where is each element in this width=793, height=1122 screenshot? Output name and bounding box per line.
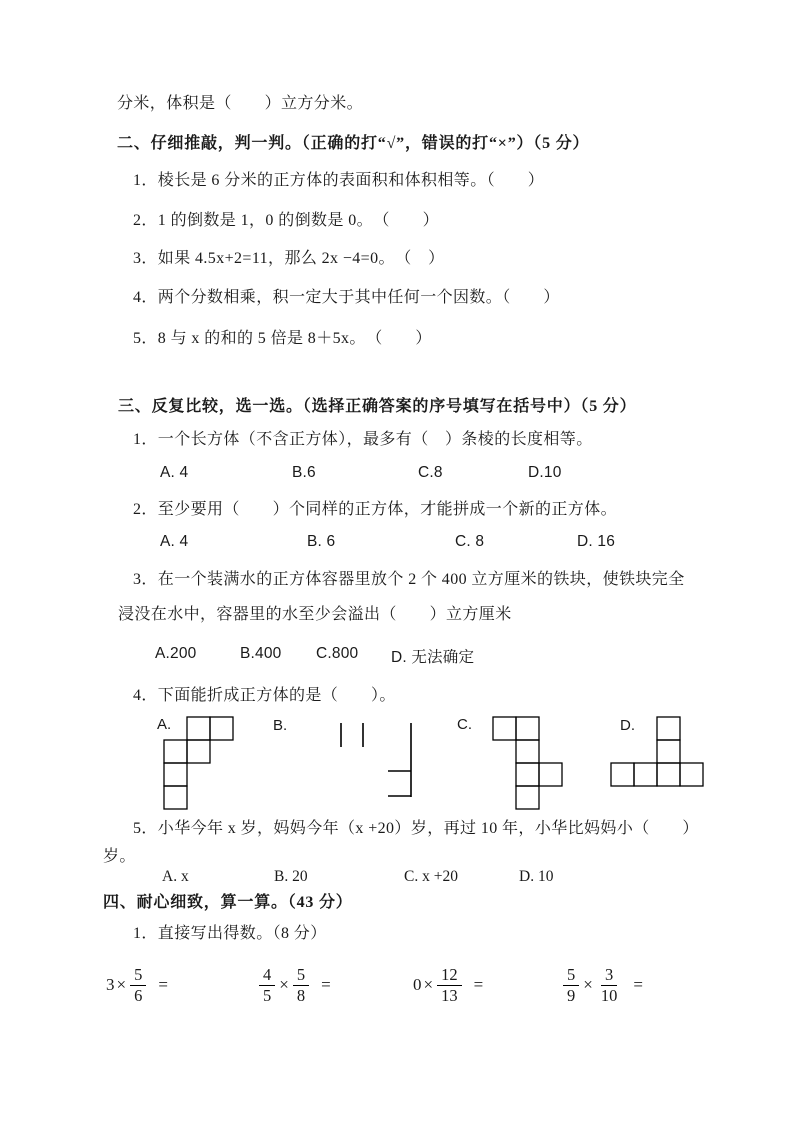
q2-option-b: B. 6 xyxy=(307,533,336,550)
q5-option-d: D. 10 xyxy=(519,868,554,885)
q5-option-b: B. 20 xyxy=(274,868,308,885)
section3-heading: 三、反复比较，选一选。（选择正确答案的序号填写在括号中）（5 分） xyxy=(118,398,637,415)
choice-q5-text-line2: 岁。 xyxy=(103,848,136,865)
calc-sub1-text: 1．直接写出得数。（8 分） xyxy=(133,925,327,942)
q5-option-a: A. x xyxy=(162,868,189,885)
intro-line: 分米，体积是（ ）立方分米。 xyxy=(117,95,364,112)
judge-item-1: 1．棱长是 6 分米的正方体的表面积和体积相等。（ ） xyxy=(133,172,545,189)
expr2-equals-sign: = xyxy=(321,975,331,994)
expr4-equals-sign: = xyxy=(633,975,643,994)
expr3-equals-sign: = xyxy=(473,975,484,994)
judge-item-3: 3．如果 4.5x+2=11，那么 2x −4=0。 （ ） xyxy=(133,250,445,267)
judge-item-2: 2．1 的倒数是 1，0 的倒数是 0。 （ ） xyxy=(133,212,440,229)
expr3-lead: 0 xyxy=(413,975,422,994)
net-label-c: C. xyxy=(457,716,472,733)
choice-q5-options xyxy=(0,868,793,890)
expr4-denominator-2: 10 xyxy=(600,985,618,1005)
choice-q3-text-line1: 3．在一个装满水的正方体容器里放个 2 个 400 立方厘米的铁块，使铁块完全 xyxy=(133,571,685,588)
expr2-numerator-1: 4 xyxy=(259,966,275,986)
q1-option-a: A. 4 xyxy=(160,464,189,481)
judge-item-5: 5．8 与 x 的和的 5 倍是 8＋5x。 （ ） xyxy=(133,330,432,347)
q3-option-d: D. 无法确定 xyxy=(391,649,475,666)
q1-option-c: C.8 xyxy=(418,464,443,481)
q3-option-b: B.400 xyxy=(240,645,282,662)
expr4-numerator-1: 5 xyxy=(563,966,579,986)
q1-option-b: B.6 xyxy=(292,464,316,481)
q3-option-a: A.200 xyxy=(155,645,197,662)
section2-heading: 二、仔细推敲，判一判。（正确的打“√”，错误的打“×”）（5 分） xyxy=(117,135,590,152)
net-label-d: D. xyxy=(620,717,635,734)
expr4-fraction-2 xyxy=(597,966,622,1005)
calc-expression-1 xyxy=(105,961,168,1009)
choice-q1-text: 1．一个长方体（不含正方体），最多有（ ）条棱的长度相等。 xyxy=(133,431,593,448)
choice-q4-text: 4．下面能折成正方体的是（ ）。 xyxy=(133,687,396,704)
expr1-lead: 3 xyxy=(106,975,115,994)
expr3-numerator: 12 xyxy=(437,966,462,986)
expr3-times-sign: × xyxy=(423,975,434,994)
expr2-times-sign: × xyxy=(279,975,289,994)
expr4-denominator-1: 9 xyxy=(567,985,576,1005)
choice-q1-options xyxy=(0,464,793,486)
choice-q3-options xyxy=(0,645,793,667)
expr3-fraction xyxy=(437,966,462,1005)
expr2-denominator-2: 8 xyxy=(296,985,306,1005)
q2-option-d: D. 16 xyxy=(577,533,616,550)
expr4-numerator-2: 3 xyxy=(601,966,617,986)
cube-net-diagram-a xyxy=(163,716,234,815)
calc-expression-2 xyxy=(256,961,331,1009)
q2-option-a: A. 4 xyxy=(160,533,189,550)
expr2-denominator-1: 5 xyxy=(263,985,272,1005)
choice-q2-options xyxy=(0,533,793,555)
expr2-fraction-1 xyxy=(259,966,275,1005)
choice-q2-text: 2．至少要用（ ）个同样的正方体，才能拼成一个新的正方体。 xyxy=(133,501,618,518)
net-label-b: B. xyxy=(273,717,288,734)
cube-net-diagram-c xyxy=(492,716,563,815)
expr2-numerator-2: 5 xyxy=(293,966,309,986)
q1-option-d: D.10 xyxy=(528,464,562,481)
net-label-a: A. xyxy=(157,716,172,733)
calc-expression-4 xyxy=(560,961,643,1009)
cube-net-diagram-d xyxy=(610,716,704,792)
q3-option-c: C.800 xyxy=(316,645,359,662)
expr1-numerator: 5 xyxy=(130,966,146,986)
section4-heading: 四、耐心细致，算一算。（43 分） xyxy=(103,894,353,911)
expr1-equals-sign: = xyxy=(158,975,168,994)
expr1-times-sign: × xyxy=(116,975,127,994)
expr4-fraction-1 xyxy=(563,966,579,1005)
expr2-fraction-2 xyxy=(293,966,309,1005)
judge-item-4: 4．两个分数相乘，积一定大于其中任何一个因数。（ ） xyxy=(133,289,560,306)
expr1-denominator: 6 xyxy=(134,985,143,1005)
q2-option-c: C. 8 xyxy=(455,533,485,550)
choice-q3-text-line2: 浸没在水中，容器里的水至少会溢出（ ）立方厘米 xyxy=(118,606,512,623)
choice-q5-text-line1: 5．小华今年 x 岁，妈妈今年（x +20）岁，再过 10 年，小华比妈妈小（ ） xyxy=(133,820,699,837)
cube-net-diagram-b xyxy=(330,717,415,807)
q5-option-c: C. x +20 xyxy=(404,868,458,885)
expr1-fraction xyxy=(130,966,146,1005)
calc-expression-3 xyxy=(412,961,483,1009)
expr3-denominator: 13 xyxy=(441,985,458,1005)
expr4-times-sign: × xyxy=(583,975,593,994)
